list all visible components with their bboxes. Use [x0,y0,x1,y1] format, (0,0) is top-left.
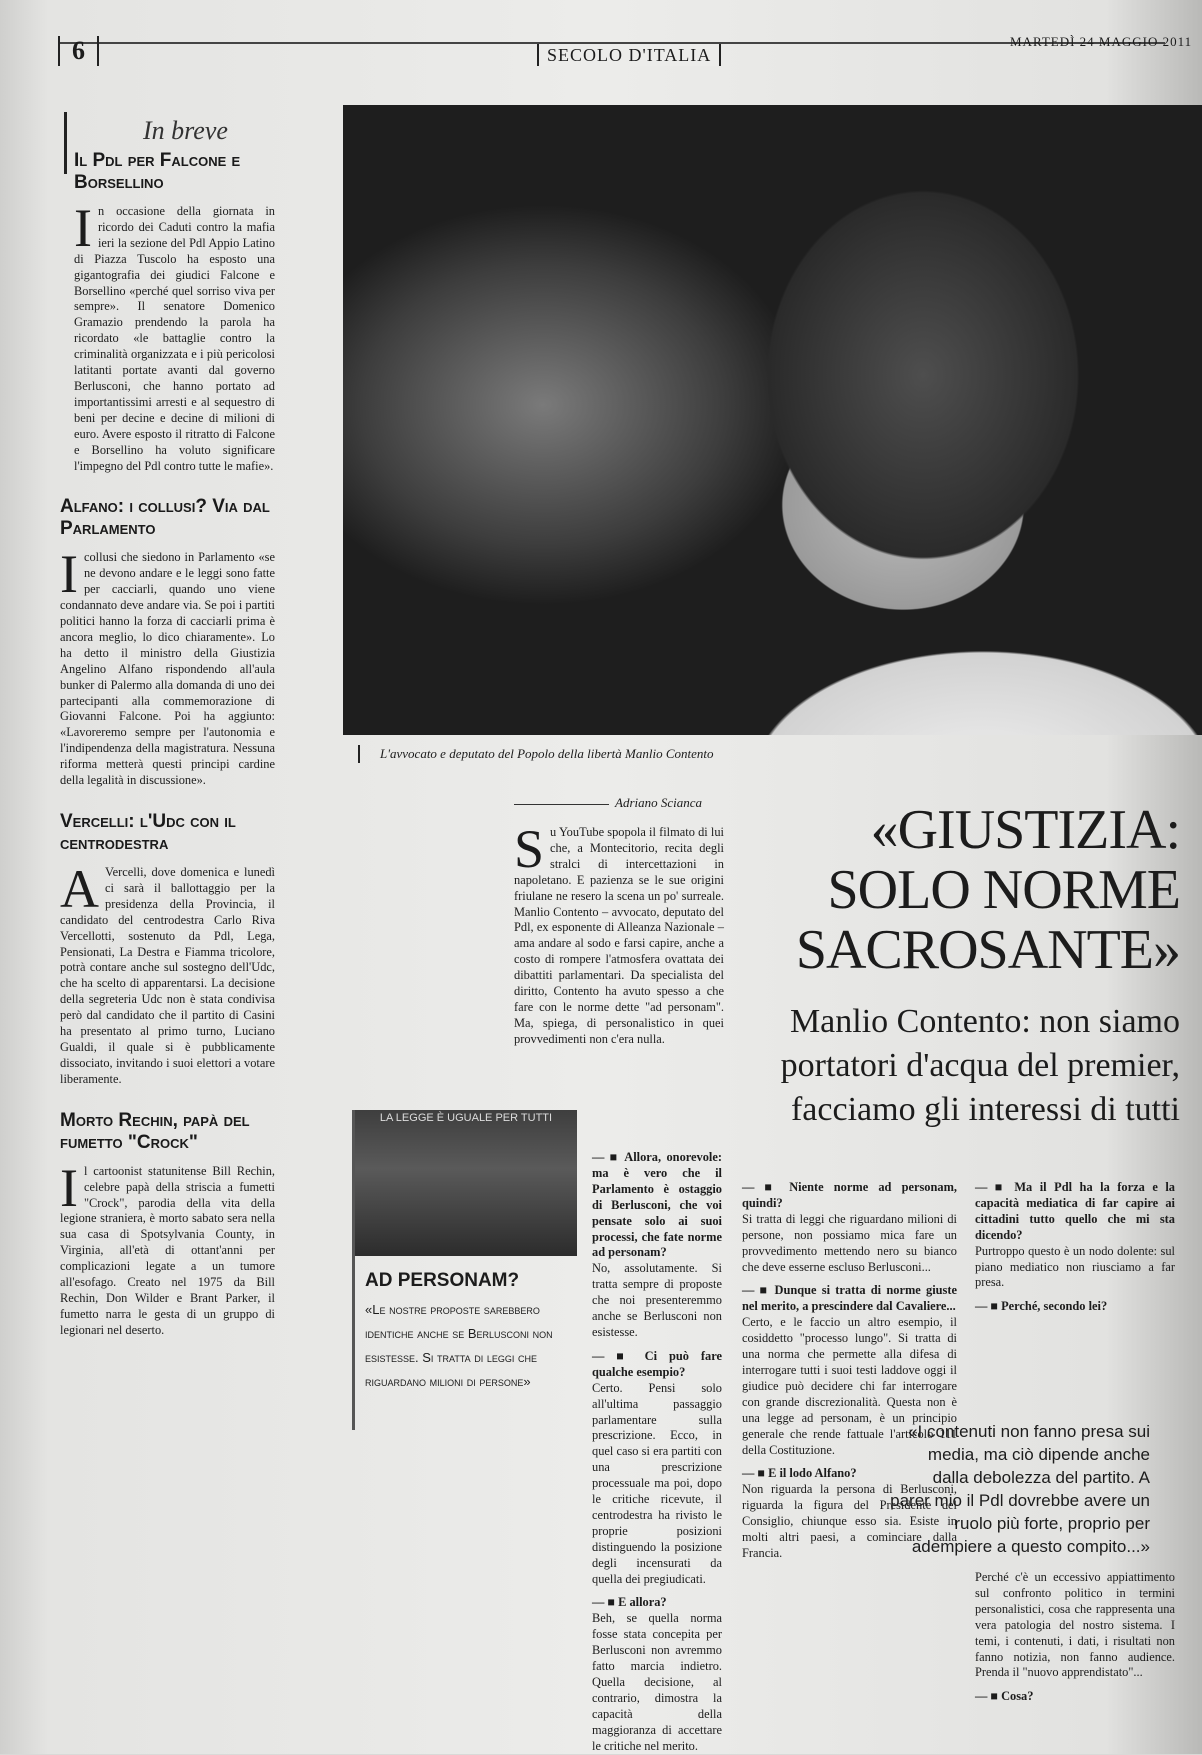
question: — ■ Dunque si tratta di norme giuste nel merito, a prescindere dal Cavaliere... [742,1283,957,1314]
answer: Non riguarda la persona di Berlusconi, riguarda la figura del Presidente del Consiglio, chiunque esso sia. Esiste in molti altri paesi, a cominciare dalla Francia. [742,1482,957,1560]
question: — ■ Ci può fare qualche esempio? [592,1348,722,1379]
answer: Purtroppo questo è un nodo dolente: sul piano mediatico non riusciamo a far presa. [975,1243,1175,1290]
box-text: «Le nostre proposte sarebbero identiche anche se Berlusconi non esistesse. Si tratta di leggi che riguardano milioni di persone» [365,1302,553,1389]
sidebar-column [60,110,275,1339]
sidebar-article-title: Il Pdl per Falcone e Borsellino [74,150,241,193]
answer: Certo. Pensi solo all'ultima passaggio parlamentare sulla prescrizione. Ecco, in quel caso si era partiti con una prescrizione processuale ma poi, dopo le critiche ricevute, il centrodestra ha rivisto le proprie posizioni distinguendo la posizione degli incensurati da quella dei pregiudicati. [592,1380,722,1586]
subheadline: Manlio Contento: non siamo portatori d'acqua del premier, facciamo gli interessi di tutti [780,1003,1180,1128]
question: — ■ E allora? [592,1595,667,1610]
sidebar-article-title: Vercelli: l'Udc con il centrodestra [60,811,236,854]
byline: Adriano Scianca [514,795,702,811]
lead-column [514,819,724,1048]
sidebar-article-1 [74,150,275,474]
answer: Si tratta di leggi che riguardano milioni di persone, non possiamo mica fare un provvedimento mettendo nero su bianco che deve esserne escluso Berlusconi... [742,1211,957,1274]
masthead: SECOLO D'ITALIA [537,44,721,66]
question: — ■ Ma il Pdl ha la forza e la capacità mediatica di far capire ai cittadini tutto quello che mi sta dicendo? [975,1180,1175,1242]
answer: Beh, se quella norma fosse stata concepita per Berlusconi non avremmo fatto marcia indietro. Quella decisione, al contrario, dimostra la capacità della maggioranza di accettare le critiche nel merito. [592,1611,722,1753]
in-breve-label: In breve [143,116,228,145]
box-photo-label: LA LEGGE È UGUALE PER TUTTI [379,1112,553,1124]
sidebar-article-3 [60,811,275,1088]
answer: No, assolutamente. Si tratta sempre di proposte che noi presenteremmo anche se Berlusconi non esistesse. [592,1261,722,1339]
interview-column-3 [975,1180,1175,1315]
pull-quote: «I contenuti non fanno presa sui media, ma ciò dipende anche dalla debolezza del partito. A parer mio il Pdl dovrebbe avere un ruolo più forte, proprio per adempiere a questo compito...» [890,1422,1150,1556]
box-title: AD PERSONAM? [365,1270,520,1291]
sidebar-article-text: A Vercelli, dove domenica e lunedì ci sarà il ballottaggio per la presidenza della Provincia, il candidato del centrodestra Carlo Riva Vercellotti, sostenuto da Pdl, Lega, Pensionati, La Destra e Fiamma tricolore, potrà contare anche sul sostegno dell'Udc, che ha scelto di apparentarsi. La decisione della segreteria Udc non è stata condivisa però dal candidato che il partito di Casini ha presentato al primo turno, Luciano Gualdi, il quale si è pubblicamente dissociato, invitando i suoi elettori a votare liberamente. [60,859,275,1086]
interview-column-3-bottom [975,1570,1175,1705]
issue-date: MARTEDÌ 24 MAGGIO 2011 [1010,34,1193,49]
answer: Perché c'è un eccessivo appiattimento sul confronto politico in termini personalistici, cosa che rappresenta una vera patologia del nostro sistema. I temi, i contenuti, i dati, i risultati non fanno notizia, non fanno audience. Prenda il "nuovo apprendistato"... [975,1570,1175,1680]
photo-caption: L'avvocato e deputato del Popolo della libertà Manlio Contento [358,745,714,763]
question: — ■ Allora, onorevole: ma è vero che il Parlamento è ostaggio di Berlusconi, che voi pensate solo ai suoi processi, che fate norme ad personam? [592,1150,722,1260]
question: — ■ Cosa? [975,1689,1034,1704]
sidebar-article-2 [60,496,275,789]
sidebar-article-4 [60,1110,275,1339]
page-number: 6 [58,36,99,66]
answer: Certo, e le faccio un altro esempio, il cosiddetto "processo lungo". Si tratta di una norma che permette alla difesa di interrogare tutti i suoi testi laddove oggi il giudice può decidere chi far interrogare con grande discrezionalità. Questa non è una legge ad personam, è un principio generale che rende fattuale l'articolo 111 della Costituzione. [742,1315,957,1457]
question: — ■ Perché, secondo lei? [975,1299,1108,1314]
question: — ■ Niente norme ad personam, quindi? [742,1180,957,1210]
portrait-photo [343,105,1202,735]
lead-text: Su YouTube spopola il filmato di lui che, a Montecitorio, recita degli stralci di intercettazioni in napoletano. E pazienza se le sue origini friulane ne resero la scena un po' surreale. Manlio Contento – avvocato, deputato del Pdl, ex esponente di Alleanza Nazionale – ama andare al sodo e farsi capire, anche a costo di rompere l'atmosfera ovattata dei dibattiti parlamentari. Da specialista del diritto, Contento ha avuto spesso a che fare con le norme dette "ad personam". Ma, spiega, di personalistico in quei provvedimenti non c'era nulla. [514,819,724,1046]
sidebar-article-title: Alfano: i collusi? Via dal Parlamento [60,496,270,540]
sidebar-article-text: Il cartoonist statunitense Bill Rechin, celebre papà della striscia a fumetti "Crock", parodia della vita della legione straniera, è morto sabato sera nella sua casa di Spotsylvania County, in Virginia, all'età di ottant'anni per complicazioni legate a un tumore all'esofago. Creato nel 1975 da Bill Rechin, Don Wilder e Brant Parker, il fumetto narra le gesta di un gruppo di legionari nel deserto. [60,1157,275,1337]
interview-column-1 [592,1150,722,1755]
sidebar-article-title: Morto Rechin, papà del fumetto "Crock" [60,1109,250,1153]
box-photo [355,1110,577,1256]
question: — ■ E il lodo Alfano? [742,1466,857,1481]
sidebar-article-text: In occasione della giornata in ricordo dei Caduti contro la mafia ieri la sezione del Pdl Appio Latino di Piazza Tuscolo ha esposto una gigantografia dei giudici Falcone e Borsellino «perché quel sorriso viva per sempre». Il senatore Domenico Gramazio prendendo la parola ha ricordato «le battaglie contro la criminalità organizzata e i più pericolosi latitanti portate avanti dal governo Berlusconi, che hanno portato ad importantissimi arresti e al sequestro di beni per decine e decine di milioni di euro. Avere esposto il ritratto di Falcone e Borsellino ha voluto significare l'impegno del Pdl contro tutte le mafie». [74,198,275,473]
headline: «GIUSTIZIA: SOLO NORME SACROSANTE» [795,799,1180,981]
ad-personam-box [352,1110,577,1430]
sidebar-article-text: I collusi che siedono in Parlamento «se ne devono andare e le leggi sono fatte per cacciarli, quando uno viene condannato deve andare via. Se poi i partiti politici hanno la forza di cacciarli prima è ancora meglio, lo dico chiaramente». Lo ha detto il ministro della Giustizia Angelino Alfano rispondendo all'aula bunker di Palermo alla domanda di uno dei partecipanti alla commemorazione di Giovanni Falcone. Poi ha aggiunto: «Lavoreremo sempre per l'autonomia e l'indipendenza della magistratura. Nessuna riforma metterà questi principi cardine della legalità in discussione». [60,544,275,788]
